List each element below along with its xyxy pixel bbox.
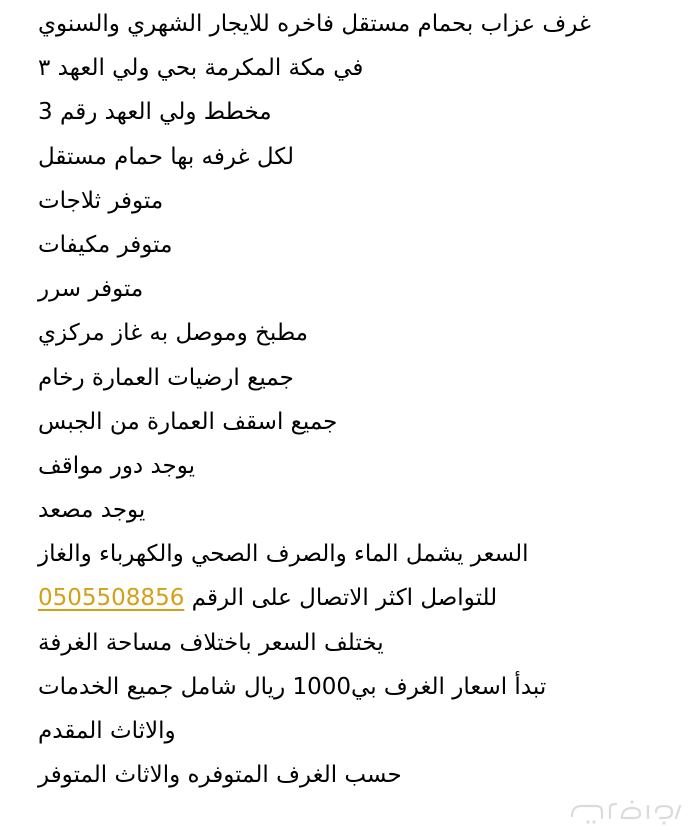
description-line: متوفر ثلاجات — [38, 187, 164, 214]
contact-line — [38, 576, 497, 620]
haraj-logo-icon — [566, 796, 686, 828]
description-line: يوجد مصعد — [38, 497, 146, 524]
description-line: يوجد دور مواقف — [38, 452, 196, 479]
description-line: مطبخ وموصل به غاز مركزي — [38, 320, 309, 347]
listing-description — [38, 2, 618, 797]
description-line: يختلف السعر باختلاف مساحة الغرفة — [38, 629, 384, 656]
description-line: جميع اسقف العمارة من الجبس — [38, 408, 338, 435]
description-line: في مكة المكرمة بحي ولي العهد ٣ — [38, 55, 364, 82]
description-line: جميع ارضيات العمارة رخام — [38, 364, 294, 391]
description-line: تبدأ اسعار الغرف بي1000 ريال شامل جميع الخدمات — [38, 673, 547, 700]
description-line: والاثاث المقدم — [38, 718, 176, 744]
description-line: متوفر سرر — [38, 276, 144, 303]
description-line: مخطط ولي العهد رقم 3 — [38, 99, 272, 126]
description-line: غرف عزاب بحمام مستقل فاخره للايجار الشهري والسنوي — [38, 11, 591, 37]
description-line: لكل غرفه بها حمام مستقل — [38, 143, 295, 170]
description-line: متوفر مكيفات — [38, 231, 173, 258]
contact-text: للتواصل اكثر الاتصال على الرقم — [191, 585, 498, 612]
description-line: السعر يشمل الماء والصرف الصحي والكهرباء والغاز — [38, 541, 529, 568]
description-line: حسب الغرف المتوفره والاثاث المتوفر — [38, 762, 402, 789]
phone-number-link[interactable]: 0505508856 — [38, 585, 185, 612]
